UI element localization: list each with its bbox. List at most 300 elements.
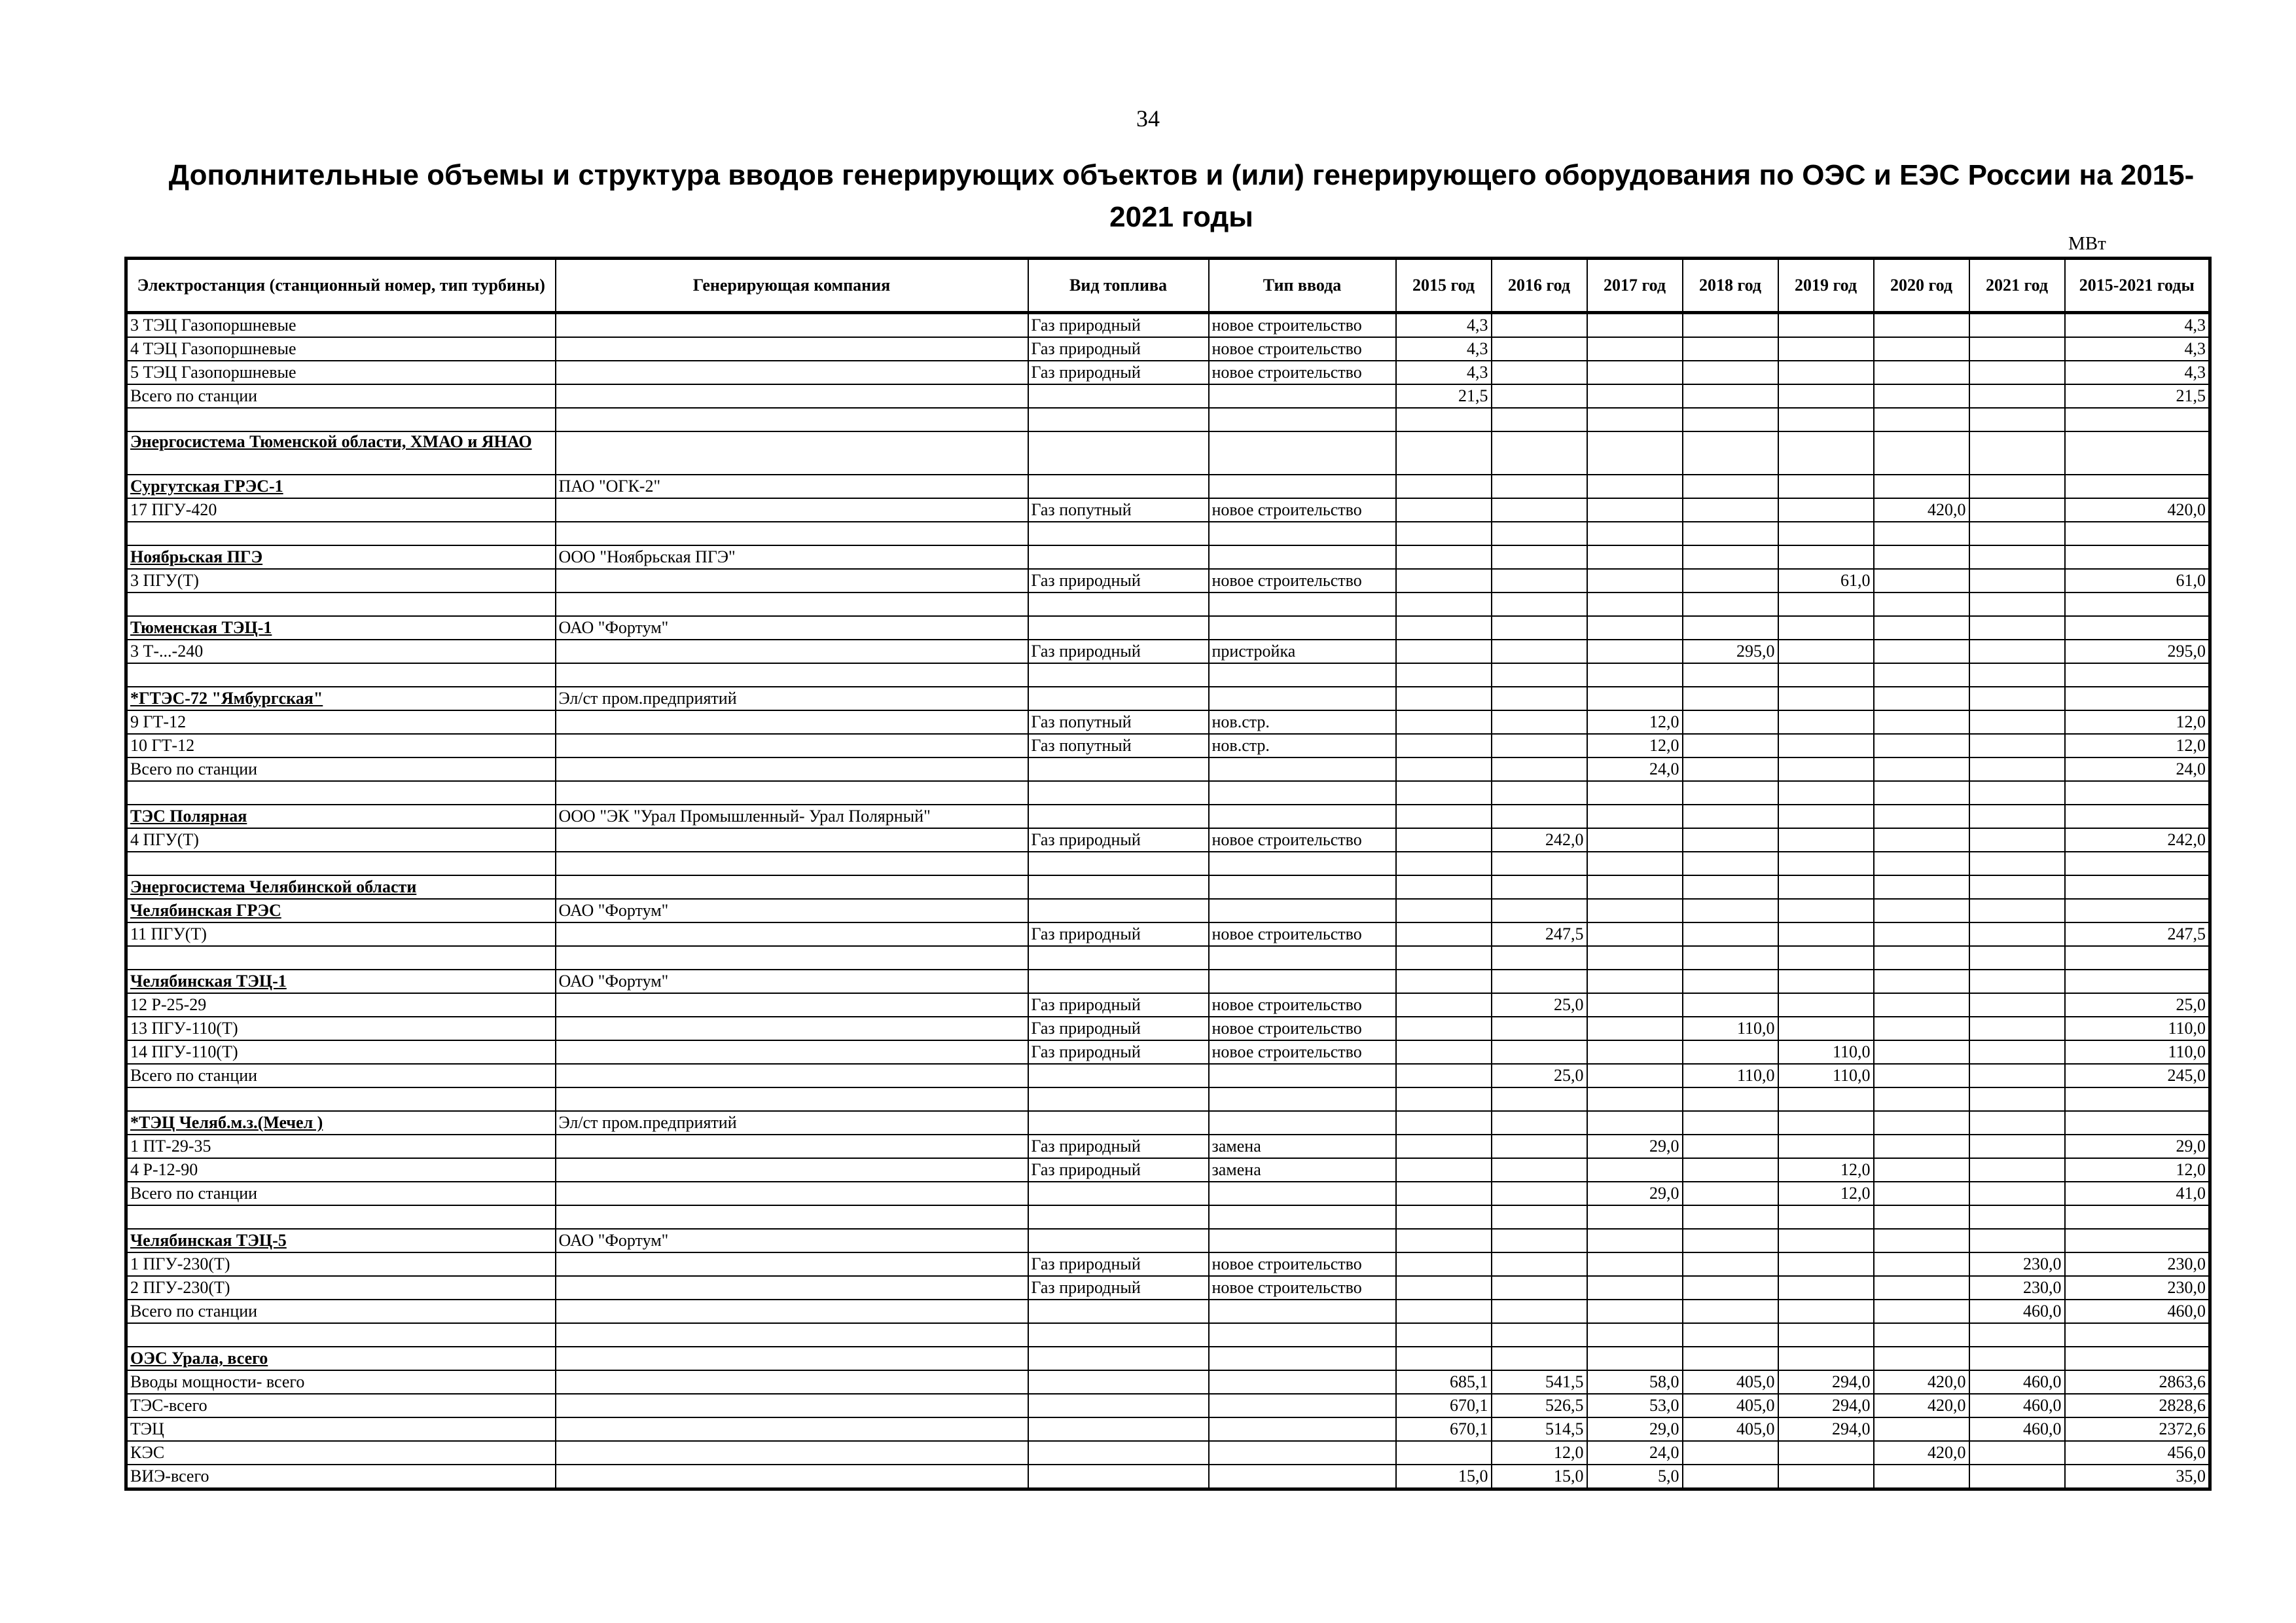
empty-cell	[2065, 475, 2210, 498]
unit-name: Всего по станции	[126, 1064, 556, 1087]
empty-cell	[126, 852, 556, 875]
empty-cell	[2065, 1229, 2210, 1252]
empty-cell	[126, 781, 556, 805]
year-value: 110,0	[1683, 1017, 1778, 1040]
empty-cell	[1778, 946, 1874, 970]
station-header-row	[126, 616, 2210, 640]
total-row	[126, 1300, 2210, 1323]
empty-cell	[1683, 1323, 1778, 1347]
empty-cell	[1969, 408, 2065, 431]
commissioning-type	[1209, 1465, 1396, 1489]
station-name: Ноябрьская ПГЭ	[126, 545, 556, 569]
generating-company	[556, 498, 1028, 522]
year-value	[1396, 1017, 1492, 1040]
empty-cell	[1492, 781, 1587, 805]
station-header-row	[126, 899, 2210, 922]
year-value	[1683, 1182, 1778, 1205]
empty-cell	[1209, 593, 1396, 616]
year-value: 230,0	[1969, 1276, 2065, 1300]
total-value: 29,0	[2065, 1135, 2210, 1158]
commissioning-type	[1209, 1300, 1396, 1323]
year-value	[1492, 1158, 1587, 1182]
year-value: 25,0	[1492, 993, 1587, 1017]
total-value: 4,3	[2065, 361, 2210, 384]
empty-cell	[1492, 1229, 1587, 1252]
fuel-type: Газ природный	[1028, 1040, 1209, 1064]
total-value: 4,3	[2065, 337, 2210, 361]
empty-cell	[1028, 1087, 1209, 1111]
year-value	[1874, 828, 1969, 852]
year-value	[1778, 384, 1874, 408]
empty-cell	[556, 946, 1028, 970]
year-value: 5,0	[1587, 1465, 1683, 1489]
year-value	[1396, 640, 1492, 663]
empty-cell	[1683, 663, 1778, 687]
total-value: 247,5	[2065, 922, 2210, 946]
empty-cell	[1209, 1111, 1396, 1135]
year-value	[1396, 1182, 1492, 1205]
empty-cell	[1587, 616, 1683, 640]
commissioning-type	[1209, 1370, 1396, 1394]
year-value	[1683, 384, 1778, 408]
total-value: 41,0	[2065, 1182, 2210, 1205]
unit-row	[126, 1465, 2210, 1489]
year-value	[1587, 1158, 1683, 1182]
year-value	[1492, 710, 1587, 734]
unit-row	[126, 1158, 2210, 1182]
empty-cell	[1874, 899, 1969, 922]
empty-cell	[1587, 1111, 1683, 1135]
unit-row	[126, 1441, 2210, 1465]
empty-cell	[1874, 852, 1969, 875]
fuel-type: Газ природный	[1028, 1276, 1209, 1300]
table-body	[126, 313, 2210, 1489]
empty-cell	[1028, 1229, 1209, 1252]
unit-row	[126, 1135, 2210, 1158]
total-value: 245,0	[2065, 1064, 2210, 1087]
empty-cell	[1209, 408, 1396, 431]
year-value	[1587, 337, 1683, 361]
unit-row	[126, 640, 2210, 663]
year-value	[1683, 1465, 1778, 1489]
total-value: 295,0	[2065, 640, 2210, 663]
year-value	[1492, 569, 1587, 593]
empty-cell	[1683, 875, 1778, 899]
station-name: ОЭС Урала, всего	[126, 1347, 556, 1370]
year-value: 294,0	[1778, 1394, 1874, 1417]
year-value: 242,0	[1492, 828, 1587, 852]
empty-cell	[1874, 687, 1969, 710]
empty-cell	[1874, 946, 1969, 970]
year-value: 24,0	[1587, 757, 1683, 781]
year-value: 58,0	[1587, 1370, 1683, 1394]
page-title: Дополнительные объемы и структура вводов генерирующих объектов и (или) генерирующего оборудования по ОЭС и ЕЭС России на 2015-2021 годы	[168, 159, 2195, 233]
year-value	[1969, 1465, 2065, 1489]
spacer-row	[126, 408, 2210, 431]
fuel-type	[1028, 1465, 1209, 1489]
empty-cell	[1683, 1347, 1778, 1370]
year-value	[1874, 640, 1969, 663]
empty-cell	[1209, 970, 1396, 993]
commissioning-type	[1209, 1441, 1396, 1465]
generating-company	[556, 1370, 1028, 1394]
total-value: 24,0	[2065, 757, 2210, 781]
commissioning-type: новое строительство	[1209, 1017, 1396, 1040]
unit-row	[126, 734, 2210, 757]
empty-cell	[1028, 1205, 1209, 1229]
commissioning-type: замена	[1209, 1158, 1396, 1182]
empty-cell	[1028, 1323, 1209, 1347]
unit-row	[126, 1040, 2210, 1064]
empty-cell	[1969, 1347, 2065, 1370]
fuel-type: Газ природный	[1028, 1252, 1209, 1276]
generating-company: ООО "ЭК "Урал Промышленный- Урал Полярный"	[556, 805, 1028, 828]
unit-row	[126, 1017, 2210, 1040]
commissioning-type: новое строительство	[1209, 922, 1396, 946]
year-value	[1492, 361, 1587, 384]
empty-cell	[556, 593, 1028, 616]
year-value	[1587, 569, 1683, 593]
year-value	[1396, 1040, 1492, 1064]
generating-company	[556, 1441, 1028, 1465]
unit-name: 1 ПТ-29-35	[126, 1135, 556, 1158]
year-value: 12,0	[1778, 1182, 1874, 1205]
empty-cell	[1683, 852, 1778, 875]
year-value: 526,5	[1492, 1394, 1587, 1417]
year-value	[1396, 734, 1492, 757]
unit-name: ВИЭ-всего	[126, 1465, 556, 1489]
empty-cell	[1778, 475, 1874, 498]
generating-company	[556, 757, 1028, 781]
year-value	[1874, 1252, 1969, 1276]
year-value: 294,0	[1778, 1370, 1874, 1394]
empty-cell	[1969, 663, 2065, 687]
year-value: 53,0	[1587, 1394, 1683, 1417]
generating-company	[556, 1040, 1028, 1064]
commissioning-type: пристройка	[1209, 640, 1396, 663]
fuel-type: Газ попутный	[1028, 498, 1209, 522]
generating-company	[556, 875, 1028, 899]
unit-row	[126, 710, 2210, 734]
year-value	[1492, 1135, 1587, 1158]
empty-cell	[1969, 475, 2065, 498]
empty-cell	[1396, 408, 1492, 431]
total-value: 2863,6	[2065, 1370, 2210, 1394]
empty-cell	[1778, 805, 1874, 828]
year-value: 247,5	[1492, 922, 1587, 946]
year-value	[1396, 1135, 1492, 1158]
empty-cell	[2065, 408, 2210, 431]
commissioning-type: новое строительство	[1209, 1252, 1396, 1276]
spacer-row	[126, 946, 2210, 970]
empty-cell	[1396, 1323, 1492, 1347]
year-value	[1683, 498, 1778, 522]
empty-cell	[1209, 852, 1396, 875]
empty-cell	[1683, 805, 1778, 828]
year-value	[1969, 922, 2065, 946]
unit-name: 5 ТЭЦ Газопоршневые	[126, 361, 556, 384]
empty-cell	[1028, 970, 1209, 993]
year-value	[1874, 1158, 1969, 1182]
generating-company	[556, 1417, 1028, 1441]
generating-company	[556, 640, 1028, 663]
empty-cell	[1778, 781, 1874, 805]
year-value	[1778, 1252, 1874, 1276]
total-row	[126, 1182, 2210, 1205]
year-value	[1396, 828, 1492, 852]
year-value: 460,0	[1969, 1417, 2065, 1441]
year-value	[1396, 1064, 1492, 1087]
empty-cell	[1969, 431, 2065, 475]
year-value	[1874, 1064, 1969, 1087]
empty-cell	[126, 1087, 556, 1111]
unit-name: 12 Р-25-29	[126, 993, 556, 1017]
empty-cell	[1874, 1111, 1969, 1135]
region-row	[126, 431, 2210, 475]
fuel-type	[1028, 757, 1209, 781]
year-value: 110,0	[1683, 1064, 1778, 1087]
empty-cell	[2065, 1347, 2210, 1370]
empty-cell	[1778, 1087, 1874, 1111]
empty-cell	[1396, 1111, 1492, 1135]
year-value	[1969, 361, 2065, 384]
year-value	[1587, 498, 1683, 522]
empty-cell	[1396, 899, 1492, 922]
year-value	[1874, 1417, 1969, 1441]
total-row	[126, 1064, 2210, 1087]
unit-name: Всего по станции	[126, 757, 556, 781]
spacer-row	[126, 852, 2210, 875]
empty-cell	[1209, 687, 1396, 710]
year-value	[1492, 384, 1587, 408]
empty-cell	[1492, 687, 1587, 710]
year-value	[1683, 1135, 1778, 1158]
unit-name: 14 ПГУ-110(Т)	[126, 1040, 556, 1064]
fuel-type	[1028, 1441, 1209, 1465]
empty-cell	[1969, 946, 2065, 970]
year-value	[1396, 569, 1492, 593]
generating-company	[556, 734, 1028, 757]
empty-cell	[1028, 805, 1209, 828]
page-number: 34	[1136, 105, 1160, 132]
empty-cell	[1778, 1111, 1874, 1135]
empty-cell	[2065, 593, 2210, 616]
empty-cell	[2065, 1111, 2210, 1135]
empty-cell	[1874, 781, 1969, 805]
year-value	[1396, 1300, 1492, 1323]
year-value: 12,0	[1492, 1441, 1587, 1465]
year-value	[1969, 337, 2065, 361]
year-value	[1778, 828, 1874, 852]
fuel-type: Газ попутный	[1028, 734, 1209, 757]
station-header-row	[126, 475, 2210, 498]
total-row	[126, 1370, 2210, 1394]
generating-company: Эл/ст пром.предприятий	[556, 1111, 1028, 1135]
empty-cell	[1396, 805, 1492, 828]
empty-cell	[1969, 1111, 2065, 1135]
total-row	[126, 384, 2210, 408]
fuel-type	[1028, 1182, 1209, 1205]
year-value	[1874, 337, 1969, 361]
commissioning-type: новое строительство	[1209, 498, 1396, 522]
spacer-row	[126, 1087, 2210, 1111]
year-value	[1969, 828, 2065, 852]
empty-cell	[1874, 1347, 1969, 1370]
empty-cell	[1396, 663, 1492, 687]
region-name: Энергосистема Тюменской области, ХМАО и ЯНАО	[126, 431, 556, 475]
empty-cell	[1778, 899, 1874, 922]
empty-cell	[126, 946, 556, 970]
year-value	[1683, 569, 1778, 593]
empty-cell	[1492, 875, 1587, 899]
empty-cell	[126, 663, 556, 687]
empty-cell	[1683, 593, 1778, 616]
empty-cell	[1209, 1229, 1396, 1252]
generating-company	[556, 1252, 1028, 1276]
generating-company	[556, 1276, 1028, 1300]
empty-cell	[1209, 899, 1396, 922]
generating-company	[556, 1394, 1028, 1417]
column-header: Электростанция (станционный номер, тип турбины)	[126, 259, 556, 313]
year-value	[1587, 1040, 1683, 1064]
fuel-type	[1028, 1300, 1209, 1323]
empty-cell	[2065, 687, 2210, 710]
year-value	[1683, 993, 1778, 1017]
column-header: Генерирующая компания	[556, 259, 1028, 313]
fuel-type: Газ природный	[1028, 1135, 1209, 1158]
empty-cell	[1874, 522, 1969, 545]
spacer-row	[126, 522, 2210, 545]
year-value	[1778, 710, 1874, 734]
column-header: 2015-2021 годы	[2065, 259, 2210, 313]
empty-cell	[1028, 687, 1209, 710]
empty-cell	[556, 1205, 1028, 1229]
unit-row	[126, 337, 2210, 361]
empty-cell	[2065, 1323, 2210, 1347]
unit-name: 9 ГТ-12	[126, 710, 556, 734]
empty-cell	[1969, 522, 2065, 545]
empty-cell	[1396, 522, 1492, 545]
year-value: 25,0	[1492, 1064, 1587, 1087]
unit-row	[126, 1252, 2210, 1276]
capacity-table	[124, 257, 2212, 1491]
generating-company: ОАО "Фортум"	[556, 899, 1028, 922]
year-value	[1969, 1441, 2065, 1465]
empty-cell	[1683, 781, 1778, 805]
empty-cell	[1492, 1205, 1587, 1229]
year-value	[1492, 734, 1587, 757]
empty-cell	[1209, 946, 1396, 970]
year-value	[1874, 1300, 1969, 1323]
empty-cell	[1778, 431, 1874, 475]
empty-cell	[1969, 899, 2065, 922]
year-value: 4,3	[1396, 337, 1492, 361]
empty-cell	[1587, 431, 1683, 475]
year-value: 685,1	[1396, 1370, 1492, 1394]
year-value	[1683, 922, 1778, 946]
spacer-row	[126, 781, 2210, 805]
empty-cell	[1969, 1087, 2065, 1111]
year-value: 12,0	[1778, 1158, 1874, 1182]
empty-cell	[1492, 852, 1587, 875]
year-value: 4,3	[1396, 361, 1492, 384]
empty-cell	[2065, 663, 2210, 687]
empty-cell	[1209, 545, 1396, 569]
unit-row	[126, 313, 2210, 338]
empty-cell	[1209, 1323, 1396, 1347]
year-value: 514,5	[1492, 1417, 1587, 1441]
empty-cell	[1969, 1229, 2065, 1252]
total-value: 2372,6	[2065, 1417, 2210, 1441]
year-value	[1778, 640, 1874, 663]
year-value: 460,0	[1969, 1370, 2065, 1394]
empty-cell	[1969, 970, 2065, 993]
empty-cell	[1587, 475, 1683, 498]
year-value	[1396, 498, 1492, 522]
generating-company	[556, 313, 1028, 338]
empty-cell	[2065, 781, 2210, 805]
unit-name: 4 ПГУ(Т)	[126, 828, 556, 852]
generating-company: Эл/ст пром.предприятий	[556, 687, 1028, 710]
empty-cell	[1396, 1347, 1492, 1370]
unit-row	[126, 498, 2210, 522]
year-value	[1396, 1158, 1492, 1182]
column-header: Вид топлива	[1028, 259, 1209, 313]
total-value: 460,0	[2065, 1300, 2210, 1323]
empty-cell	[1778, 1347, 1874, 1370]
empty-cell	[1492, 970, 1587, 993]
year-value	[1683, 828, 1778, 852]
fuel-type: Газ природный	[1028, 993, 1209, 1017]
year-value	[1587, 313, 1683, 338]
column-header: 2016 год	[1492, 259, 1587, 313]
empty-cell	[1874, 1229, 1969, 1252]
empty-cell	[126, 408, 556, 431]
empty-cell	[1028, 1111, 1209, 1135]
empty-cell	[1778, 875, 1874, 899]
year-value: 29,0	[1587, 1417, 1683, 1441]
empty-cell	[1874, 663, 1969, 687]
generating-company: ОАО "Фортум"	[556, 1229, 1028, 1252]
year-value	[1969, 757, 2065, 781]
year-value	[1396, 1252, 1492, 1276]
empty-cell	[1492, 593, 1587, 616]
generating-company	[556, 1064, 1028, 1087]
fuel-type: Газ природный	[1028, 569, 1209, 593]
year-value	[1587, 1064, 1683, 1087]
empty-cell	[2065, 522, 2210, 545]
year-value: 29,0	[1587, 1182, 1683, 1205]
year-value	[1587, 1276, 1683, 1300]
empty-cell	[1209, 616, 1396, 640]
unit-name: 13 ПГУ-110(Т)	[126, 1017, 556, 1040]
fuel-type	[1028, 384, 1209, 408]
fuel-type: Газ природный	[1028, 337, 1209, 361]
year-value	[1969, 993, 2065, 1017]
year-value: 405,0	[1683, 1394, 1778, 1417]
empty-cell	[126, 593, 556, 616]
fuel-type: Газ природный	[1028, 922, 1209, 946]
empty-cell	[1492, 1347, 1587, 1370]
empty-cell	[1778, 1205, 1874, 1229]
unit-label: МВт	[2068, 233, 2106, 254]
year-value	[1969, 384, 2065, 408]
empty-cell	[1492, 1087, 1587, 1111]
year-value	[1587, 384, 1683, 408]
empty-cell	[1683, 946, 1778, 970]
generating-company	[556, 1182, 1028, 1205]
commissioning-type	[1209, 1182, 1396, 1205]
